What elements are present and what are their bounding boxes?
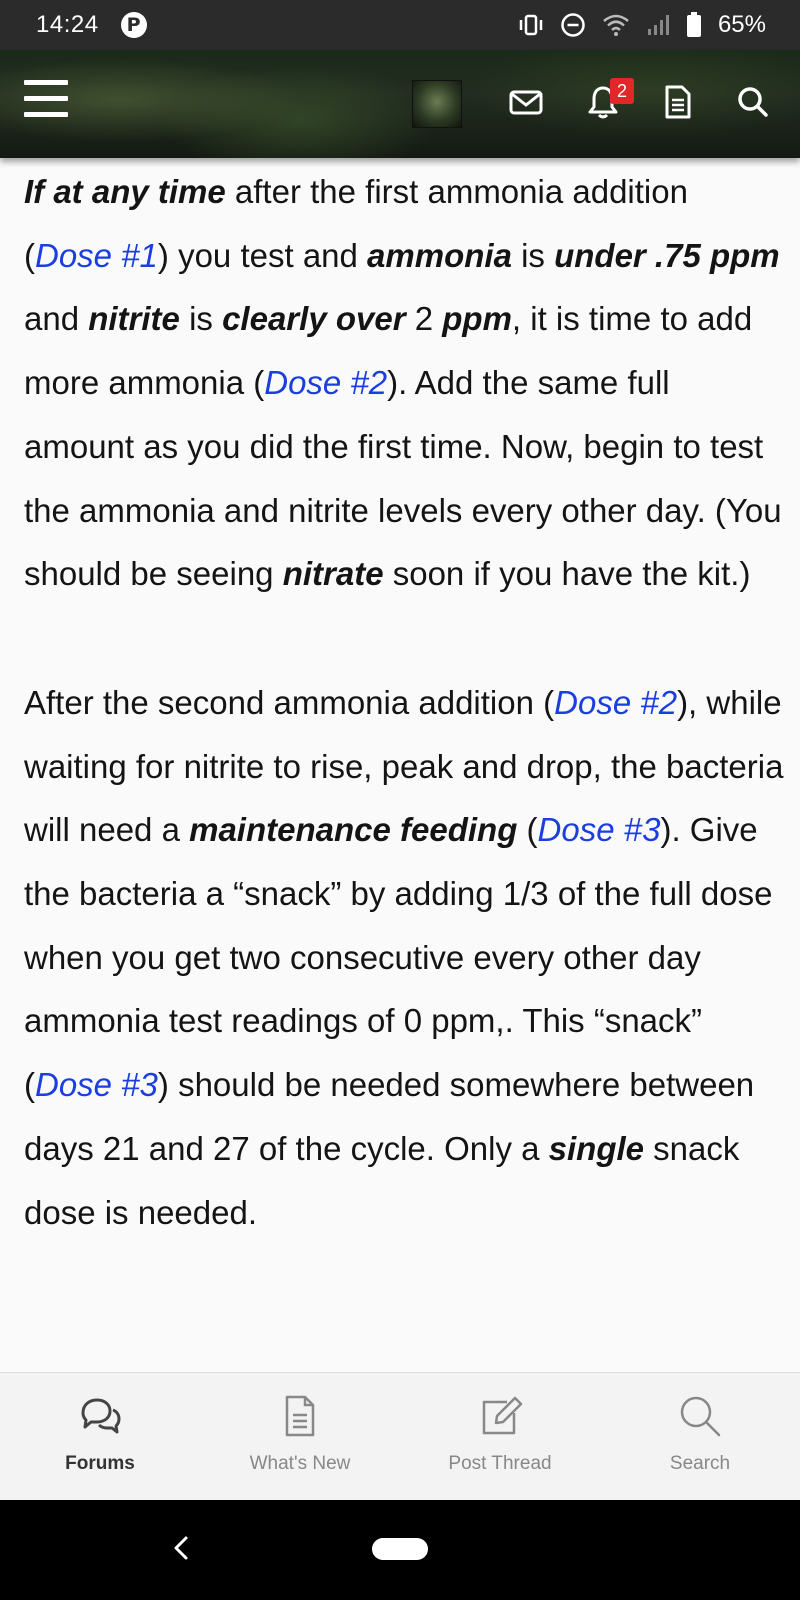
nav-post-thread[interactable] xyxy=(400,1373,600,1501)
nav-whats-new[interactable] xyxy=(200,1373,400,1501)
mail-icon[interactable] xyxy=(506,82,546,122)
whats-new-icon xyxy=(277,1393,323,1439)
dose-link[interactable]: Dose #3 xyxy=(35,1066,158,1104)
forums-icon xyxy=(77,1393,123,1439)
dose-link[interactable]: Dose #2 xyxy=(264,364,388,402)
nav-whats-new-label: What's New xyxy=(249,1453,351,1474)
text: ), while waiting for nitrite to rise, peak and drop, the bacteria will need a xyxy=(24,683,784,849)
dose-link[interactable]: Dose #2 xyxy=(554,683,678,721)
wifi-icon xyxy=(602,13,630,37)
text: ). Give the bacteria a “snack” by adding 1/3 of the full dose when you get two consecutive every other day ammonia test readings of 0 ppm,. This “snack” ( xyxy=(24,811,773,1104)
vibrate-icon xyxy=(518,13,544,37)
nav-forums-label: Forums xyxy=(65,1453,135,1474)
text: ) you test and xyxy=(157,236,368,274)
text-bold: nitrate xyxy=(282,555,384,593)
post-content xyxy=(24,158,784,1370)
text: and xyxy=(24,300,89,338)
signal-icon xyxy=(646,13,670,37)
text: ) should be needed somewhere between days 21 and 27 of the cycle. Only a xyxy=(24,1066,755,1167)
search-icon[interactable] xyxy=(733,82,773,122)
nav-search-label: Search xyxy=(669,1453,731,1474)
document-icon[interactable] xyxy=(658,82,698,122)
system-nav-bar xyxy=(0,1500,800,1600)
text: is xyxy=(511,236,555,274)
paragraph-1 xyxy=(24,158,784,606)
text: soon if you have the kit.) xyxy=(383,555,751,593)
battery-icon xyxy=(686,12,702,38)
text: 2 xyxy=(405,300,443,338)
status-icons xyxy=(518,11,766,39)
dose-link[interactable]: Dose #3 xyxy=(537,811,661,849)
avatar[interactable] xyxy=(412,80,462,128)
nav-post-thread-label: Post Thread xyxy=(448,1453,552,1474)
paragraph-2 xyxy=(24,669,784,1244)
status-bar xyxy=(0,0,800,50)
text-bold: maintenance feeding xyxy=(189,811,518,849)
text-bold: nitrite xyxy=(88,300,180,338)
post-thread-icon xyxy=(477,1393,523,1439)
dose-link[interactable]: Dose #1 xyxy=(35,236,158,274)
app-header xyxy=(0,50,800,158)
status-time: 14:24 xyxy=(36,11,99,38)
text: snack dose is needed. xyxy=(24,1129,740,1231)
search-icon xyxy=(677,1393,723,1439)
text-bold: under .75 ppm xyxy=(554,236,780,274)
menu-icon[interactable] xyxy=(24,80,68,120)
text: , it is time to add more ammonia ( xyxy=(24,300,753,402)
text: after the first ammonia addition ( xyxy=(24,173,688,274)
text-bold: ammonia xyxy=(367,236,512,274)
text: ). Add the same full amount as you did the first time. Now, begin to test the ammonia and nitrite levels every other day. (You should be seeing xyxy=(24,364,782,593)
text-bold: If at any time xyxy=(24,173,226,210)
text-bold: single xyxy=(548,1129,645,1167)
bottom-nav xyxy=(0,1372,800,1501)
notification-badge: 2 xyxy=(610,78,634,104)
nav-search[interactable] xyxy=(600,1373,800,1501)
nav-forums[interactable] xyxy=(0,1373,200,1501)
text-bold: clearly over xyxy=(222,300,406,338)
home-button[interactable] xyxy=(372,1538,428,1560)
text: ( xyxy=(517,811,538,849)
text: After the second ammonia addition ( xyxy=(24,683,555,721)
text-bold: ppm xyxy=(442,300,512,338)
battery-level: 65% xyxy=(717,11,766,38)
do-not-disturb-icon xyxy=(560,12,586,38)
back-icon[interactable] xyxy=(162,1528,202,1568)
pinterest-icon: P xyxy=(121,12,147,38)
text: is xyxy=(179,300,223,338)
